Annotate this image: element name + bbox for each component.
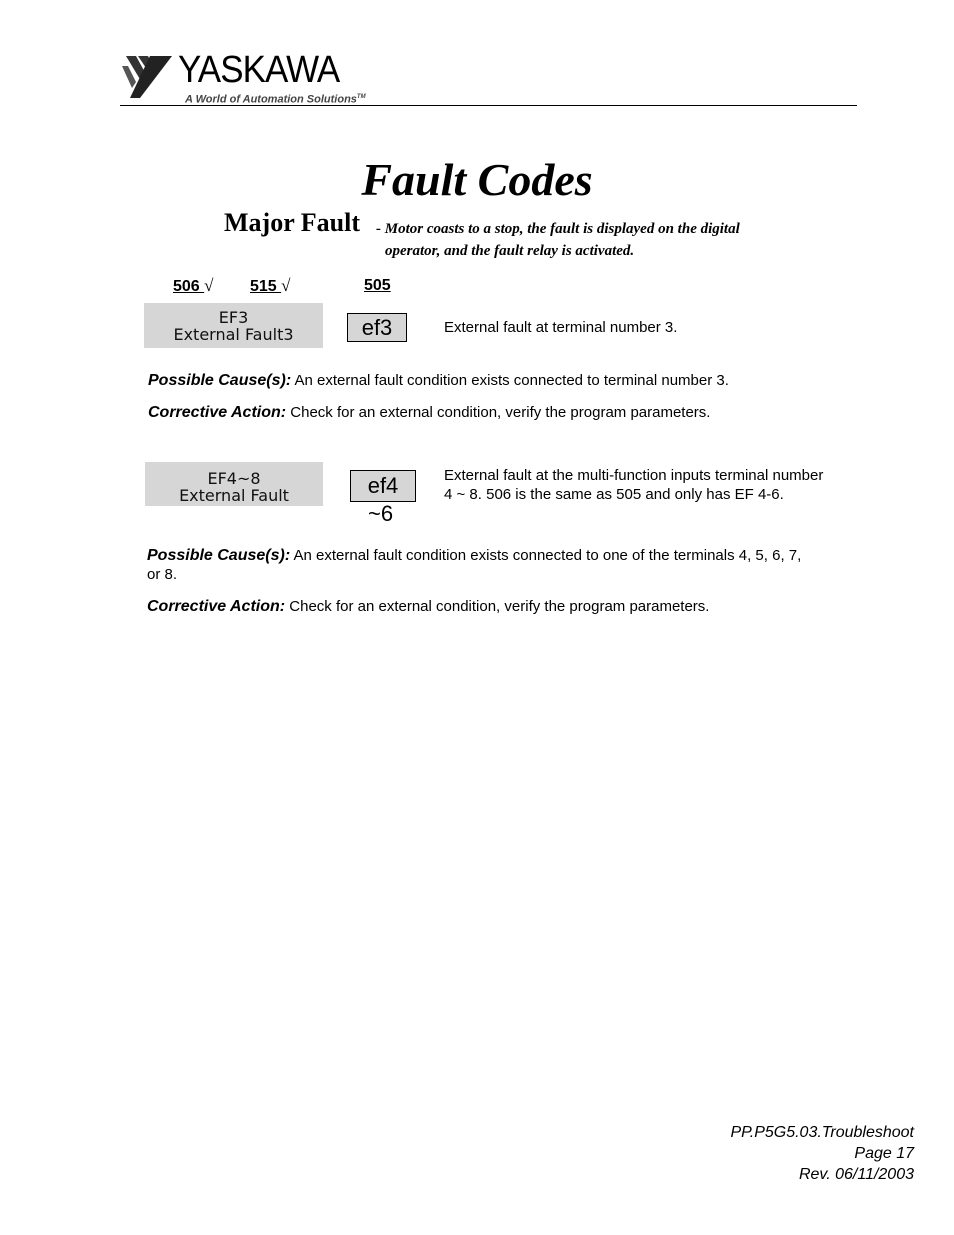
yaskawa-logo-mark-icon [120,52,176,100]
fault-description: External fault at terminal number 3. [444,319,678,336]
major-fault-heading: Major Fault [224,208,360,237]
corrective-action-label: Corrective Action: [147,598,286,615]
lcd-display-ef3 [144,303,323,348]
possible-causes-text: An external fault condition exists connected to one of the terminals 4, 5, 6, 7, or 8. [147,547,802,583]
led-display-ef3: ef3 [347,313,407,342]
lcd-line1: EF4~8 [207,469,261,488]
lcd-line2: External Fault [179,486,289,505]
lcd-line2: External Fault3 [173,325,294,344]
lcd-display-ef4-8 [145,462,323,506]
possible-causes-text: An external fault condition exists connected to terminal number 3. [291,372,729,389]
led-display-ef4: ef4 [350,470,416,502]
fault-description: External fault at the multi-function inputs terminal number 4 ~ 8. 506 is the same as 505 and only has EF 4-6. [444,467,824,503]
logo-wordmark: YASKAWA [178,49,340,91]
corrective-action-label: Corrective Action: [148,404,287,421]
document-id: PP.P5G5.03.Troubleshoot [730,1124,914,1141]
page-number: Page 17 [854,1145,914,1162]
checkmark-icon: √ [281,276,291,295]
lcd-line1: EF3 [218,308,249,327]
possible-causes [148,371,729,390]
model-505-label: 505 [364,277,391,294]
model-506-label: 506 √ [173,276,214,295]
revision-date: Rev. 06/11/2003 [798,1166,914,1183]
model-515-label: 515 √ [250,276,291,295]
logo-tagline: A World of Automation Solutions™ [185,93,366,106]
page-title: Fault Codes [361,154,593,205]
checkmark-icon: √ [204,276,214,295]
possible-causes-label: Possible Cause(s): [147,547,291,564]
corrective-action-text: Check for an external condition, verify the program parameters. [286,404,711,421]
header-rule [120,105,857,106]
possible-causes-label: Possible Cause(s): [148,372,292,389]
corrective-action [148,403,710,422]
major-desc-line2: operator, and the fault relay is activated. [385,243,635,259]
page-footer [730,1122,914,1185]
led-display-suffix: ~6 [368,501,394,526]
yaskawa-logo [120,50,380,106]
possible-causes [147,546,817,584]
major-fault-description [376,218,796,262]
corrective-action-text: Check for an external condition, verify the program parameters. [285,598,710,615]
major-desc-line1: - Motor coasts to a stop, the fault is displayed on the digital [376,221,740,237]
corrective-action [147,597,709,616]
